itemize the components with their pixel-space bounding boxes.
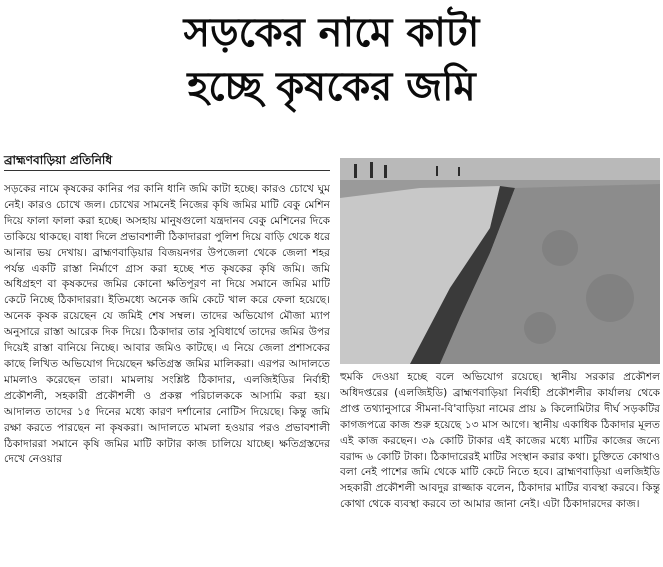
headline: [0, 6, 663, 114]
article-body-left-column: [4, 182, 330, 566]
article-body-right-column: [340, 370, 660, 566]
article-text-left: সড়কের নামে কৃষকের কানির পর কানি ধানি জমি কাটা হচ্ছে। কারও চোখে ঘুম নেই। কারও চোখে জল। চোখের সামনেই নিজের কৃষি জমির মাটি বেকু মেশিন দিয়ে ফালা ফালা করা হচ্ছে। অসহায় মানুষগুলো যন্ত্রদানব বেকু মেশিনের দিকে তাকিয়ে থাকছে। বাধা দিলে প্রভাবশালী ঠিকাদাররা পুলিশ দিয়ে বাড়ি থেকে ধরে আনার ভয় দেখায়। ব্রাহ্মণবাড়িয়ার বিজয়নগর উপজেলা থেকে জেলা শহর পর্যন্ত একটি রাস্তা নির্মাণে গ্রাস করা হচ্ছে শত কৃষকের কৃষি জমি। জমি অধিগ্রহণ বা কৃষকদের জমির কোনো ক্ষতিপূরণ না দিয়ে সমানে জমির মাটি কেটে নিচ্ছে ঠিকাদাররা। ইতিমধ্যে অনেক জমি কেটে খাল করে ফেলা হয়েছে। অনেক কৃষক রয়েছেন যে জমিই শেষ সম্বল। তাদের অভিযোগ মৌজা ম্যাপ অনুসারে রাস্তা আরেক দিক দিয়ে। ঠিকাদার তার সুবিধার্থে তাদের জমির উপর দিয়েই রাস্তা বানিয়ে নিচ্ছে। আবার জমিও কাটছে। এ নিয়ে জেলা প্রশাসকের কাছে লিখিত অভিযোগ দিয়েছেন ক্ষতিগ্রস্ত জমির মালিকরা। এরপর আদালতে মামলাও করেছেন তারা। মামলায় সংশ্লিষ্ট ঠিকাদার, এলজিইডির নির্বাহী প্রকৌশলী, সহকারী প্রকৌশলী ও প্রকল্প পরিচালককে আসামি করা হয়। আদালত তাদের ১৫ দিনের মধ্যে কারণ দর্শানোর নোটিস দিয়েছে। কিন্তু জমি রক্ষা করতে পারছেন না কৃষকরা। আদালতে মামলা হওয়ার পরও প্রভাবশালী ঠিকাদাররা সমানে কৃষি জমির মাটি কাটার কাজ চালিয়ে যাচ্ছে। ক্ষতিগ্রস্তদের দেখে নেওয়ার: [4, 183, 330, 466]
road-cut-farmland-photo: [340, 158, 660, 364]
headline-line-1: সড়কের নামে কাটা: [183, 10, 480, 56]
news-photo: [340, 158, 660, 364]
headline-line-2: হচ্ছে কৃষকের জমি: [187, 64, 476, 110]
byline-divider: [4, 170, 330, 171]
article-text-right: হুমকি দেওয়া হচ্ছে বলে অভিযোগ রয়েছে। স্থানীয় সরকার প্রকৌশল অধিদপ্তরের (এলজিইডি) ব্রাহ্মণবাড়িয়া নির্বাহী প্রকৌশলীর কার্যালয় থেকে প্রাপ্ত তথ্যানুসারে সীমনা-বি'বাড়িয়া নামের প্রায় ৯ কিলোমিটার দীর্ঘ সড়কটির কাগজপত্রে কাজ শুরু হয়েছে ১৩ মাস আগে। স্থানীয় একাধিক ঠিকাদার মূলত এই কাজ করছেন। ৩৯ কোটি টাকার এই কাজের মধ্যে মাটির কাজের জন্যে বরাদ্দ ৬ কোটি টাকা। ঠিকাদারেরই মাটির সংস্থান করার কথা। চুক্তিতে কোথাও বলা নেই পাশের জমি থেকে মাটি কেটে নিতে হবে। ব্রাহ্মণবাড়িয়া এলজিইডি সহকারী প্রকৌশলী আবদুর রাজ্জাক বলেন, ঠিকাদার মাটির ব্যবস্থা করবে। কিন্তু কোথা থেকে ব্যবস্থা করবে তা আমার জানা নেই। এটা ঠিকাদারদের কাজ।: [340, 371, 660, 511]
byline: ব্রাহ্মণবাড়িয়া প্রতিনিধি: [4, 153, 113, 167]
